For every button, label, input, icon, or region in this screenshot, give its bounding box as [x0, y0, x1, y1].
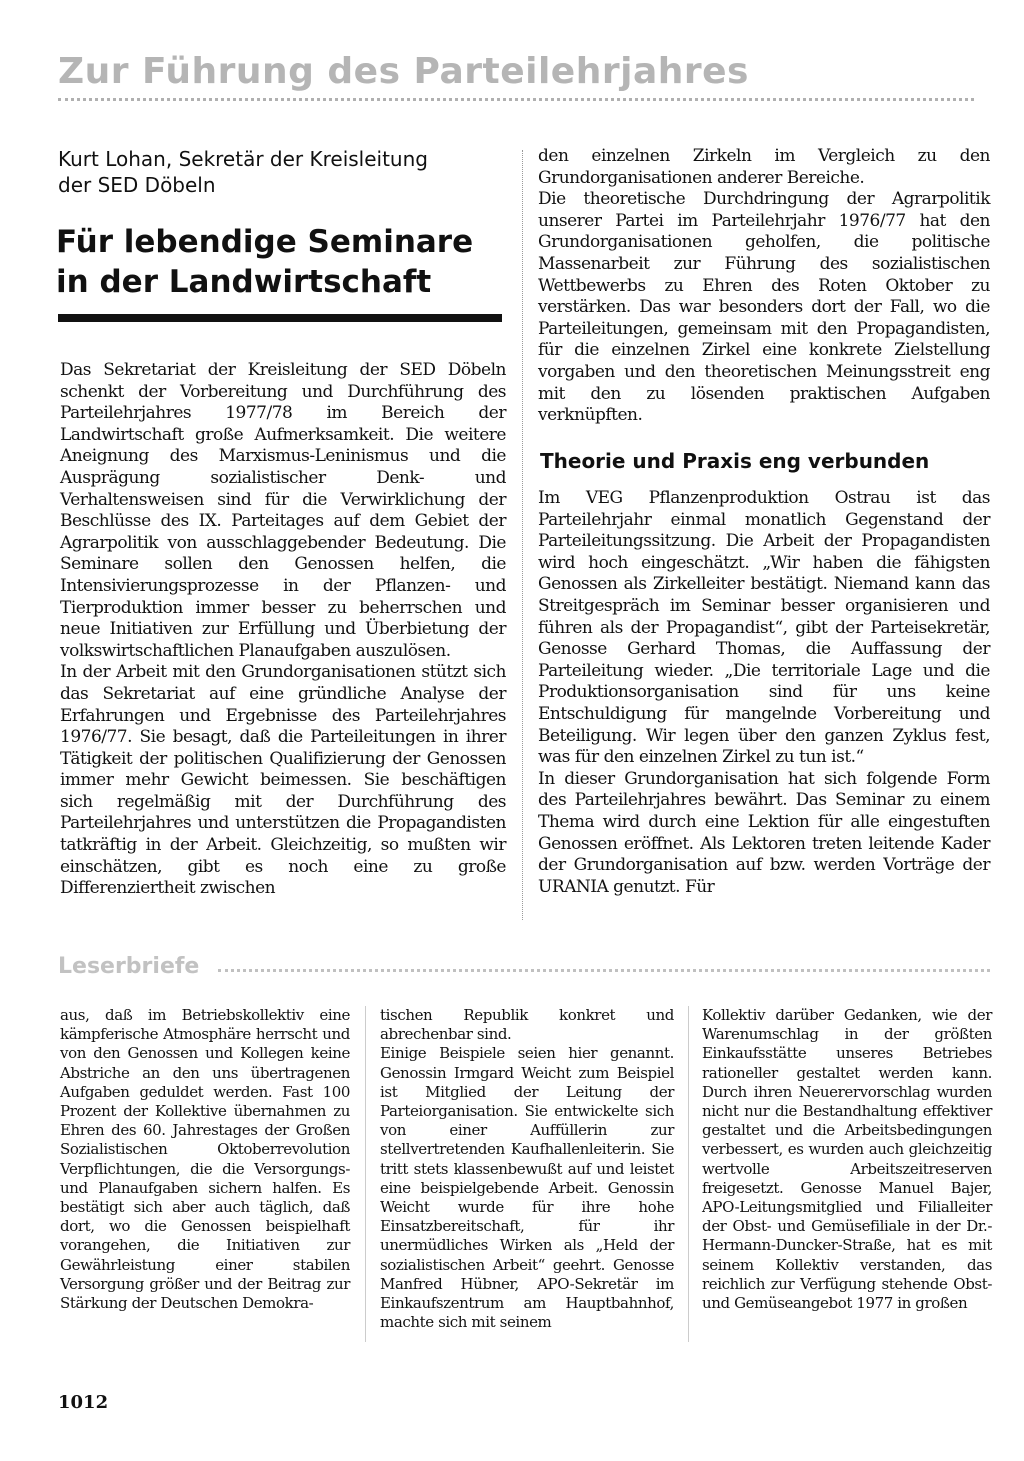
letters-column-3	[702, 1006, 992, 1313]
letter-paragraph: Einige Beispiele seien hier genannt. Genossin Irmgard Weicht zum Beispiel ist Mitglied der Leitung der Parteiorganisation. Sie entwickelte sich von einer Auffüllerin zur stellvertretenden Kaufhallenleiterin. Sie tritt stets klassenbewußt auf und leistet eine beispielgebende Arbeit. Genossin Weicht wurde für ihre hohe Einsatzbereitschaft, für ihr unermüdliches Wirken als „Held der sozialistischen Arbeit“ geehrt. Genosse Manfred Hübner, APO-Sekretär im Einkaufszentrum am Hauptbahnhof, machte sich mit seinem	[380, 1044, 674, 1332]
section-header-rule	[58, 98, 974, 101]
title-line-1: Für lebendige Seminare	[56, 224, 474, 260]
letters-column-2	[380, 1006, 674, 1332]
title-line-2: in der Landwirtschaft	[56, 264, 432, 300]
author-line-1: Kurt Lohan, Sekretär der Kreisleitung	[58, 147, 428, 171]
letter-paragraph: tischen Republik konkret und abrechenbar sind.	[380, 1006, 674, 1044]
letter-paragraph: aus, daß im Betriebskollektiv eine kämpferische Atmosphäre herrscht und von den Genossen und Kollegen keine Abstriche an den uns übertragenen Aufgaben geduldet werden. Fast 100 Prozent der Kollektive übernahmen zu Ehren des 60. Jahrestages der Großen Sozialistischen Oktoberrevolution Verpflichtungen, die die Versorgungs- und Planaufgaben sichern halfen. Es bestätigt sich aber auch täglich, daß dort, wo die Genossen beispielhaft vorangehen, die Initiativen zur Gewährleistung einer stabilen Versorgung größer und der Beitrag zur Stärkung der Deutschen Demokra-	[60, 1006, 350, 1313]
article-paragraph: den einzelnen Zirkeln im Vergleich zu den Grundorganisationen anderer Bereiche.	[538, 146, 990, 188]
letter-paragraph: Kollektiv darüber Gedanken, wie der Warenumschlag in der größten Einkaufsstätte unseres Betriebes rationeller gestaltet werden kann. Durch ihren Neuerervorschlag wurden nicht nur die Bestandhaltung effektiver gestaltet und die Arbeitsbedingungen verbessert, es wurden auch gleichzeitig wertvolle Arbeitszeitreserven freigesetzt. Genosse Manuel Bajer, APO-Leitungsmitglied und Filialleiter der Obst- und Gemüsefiliale in der Dr.-Hermann-Duncker-Straße, hat es mit seinem Kollektiv verstanden, das reichlich zur Verfügung stehende Obst- und Gemüseangebot 1977 in großen	[702, 1006, 992, 1313]
article-paragraph: Das Sekretariat der Kreisleitung der SED Döbeln schenkt der Vorbereitung und Durchführung des Parteilehrjahres 1977/78 im Bereich der Landwirtschaft große Aufmerksamkeit. Die weitere Aneignung des Marxismus-Leninismus und die Ausprägung sozialistischer Denk- und Verhaltensweisen sind für die Verwirklichung der Beschlüsse des IX. Parteitages auf dem Gebiet der Agrarpolitik von ausschlaggebender Bedeutung. Die Seminare sollen den Genossen helfen, die Intensivierungsprozesse in der Pflanzen- und Tierproduktion immer besser zu beherrschen und neue Initiativen zur Erfüllung und Überbietung der volkswirtschaftlichen Planaufgaben auszulösen.	[60, 360, 506, 661]
article-column-2-continued	[538, 488, 990, 898]
author-line-2: der SED Döbeln	[58, 173, 216, 197]
title-underline-bar	[58, 314, 502, 322]
article-column-1	[60, 360, 506, 900]
article-paragraph: In dieser Grundorganisation hat sich folgende Form des Parteilehrjahres bewährt. Das Seminar zu einem Thema wird durch eine Lektion für alle eingestuften Genossen eröffnet. Als Lektoren treten leitende Kader der Grundorganisation auf bzw. werden Vorträge der URANIA genutzt. Für	[538, 768, 990, 897]
letters-column-divider	[688, 1006, 689, 1342]
article-subheading: Theorie und Praxis eng verbunden	[540, 449, 930, 473]
letters-column-1	[60, 1006, 350, 1313]
article-title	[56, 222, 506, 302]
letters-column-divider	[365, 1006, 366, 1342]
column-divider	[522, 150, 523, 920]
article-paragraph: In der Arbeit mit den Grundorganisationen stützt sich das Sekretariat auf eine gründliche Analyse der Erfahrungen und Ergebnisse des Parteilehrjahres 1976/77. Sie besagt, daß die Parteileitungen in ihrer Tätigkeit der politischen Qualifizierung der Genossen immer mehr Gewicht beimessen. Sie beschäftigen sich regelmäßig mit der Durchführung des Parteilehrjahres und unterstützen die Propagandisten tatkräftig in der Arbeit. Gleichzeitig, so mußten wir einschätzen, gibt es noch eine zu große Differenziertheit zwischen	[60, 662, 506, 899]
article-paragraph: Die theoretische Durchdringung der Agrarpolitik unserer Partei im Parteilehrjahr 1976/77 hat den Grundorganisationen geholfen, die politische Massenarbeit zur Führung des sozialistischen Wettbewerbs zu Ehren des Roten Oktober zu verstärken. Das war besonders dort der Fall, wo die Parteileitungen, gemeinsam mit den Propagandisten, für die einzelnen Zirkel eine konkrete Zielstellung vorgaben und den theoretischen Meinungsstreit eng mit den zu lösenden praktischen Aufgaben verknüpften.	[538, 189, 990, 426]
section-header: Zur Führung des Parteilehrjahres	[58, 51, 749, 92]
letters-header-rule	[218, 969, 990, 972]
article-paragraph: Im VEG Pflanzenproduktion Ostrau ist das Parteilehrjahr einmal monatlich Gegenstand der Parteileitungssitzung. Die Arbeit der Propagandisten wird hoch eingeschätzt. „Wir haben die fähigsten Genossen als Zirkelleiter bestätigt. Niemand kann das Streitgespräch im Seminar besser organisieren und führen als der Propagandist“, gibt der Parteisekretär, Genosse Gerhard Thomas, die Auffassung der Parteileitung wieder. „Die territoriale Lage und die Produktionsorganisation sind für uns keine Entschuldigung für mangelnde Vorbereitung und Beteiligung. Wir legen über den ganzen Zyklus fest, was für den einzelnen Zirkel zu tun ist.“	[538, 488, 990, 768]
author-byline	[58, 146, 498, 198]
article-column-2	[538, 146, 990, 427]
letters-section-header: Leserbriefe	[58, 954, 200, 979]
page-number: 1012	[58, 1392, 109, 1413]
